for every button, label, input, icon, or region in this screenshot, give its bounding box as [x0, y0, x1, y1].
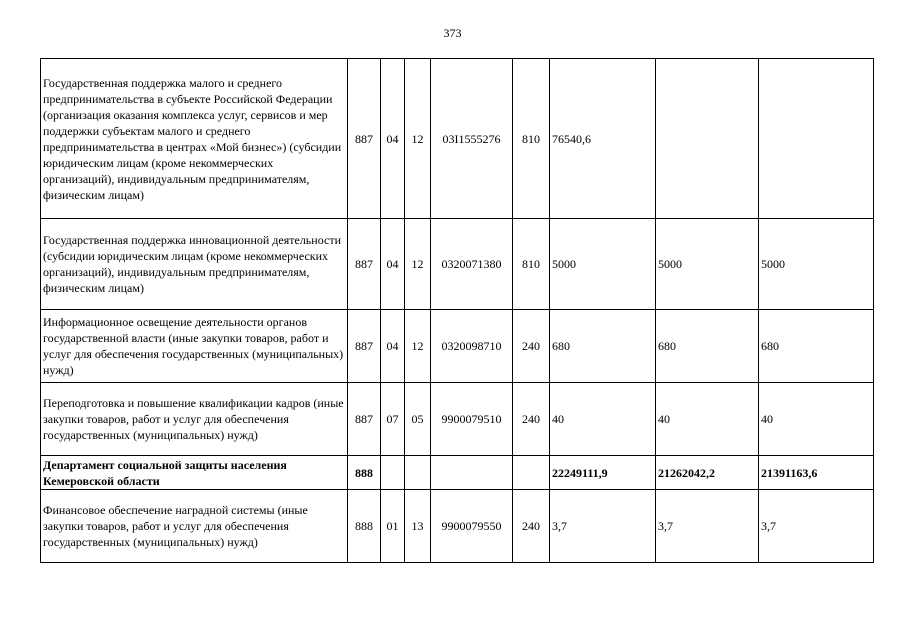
item-name: Информационное освещение деятельности органов государственной власти (иные закупки товаров, работ и услуг для обеспечения государственных (муниципальных) нужд): [41, 310, 348, 383]
item-name: Департамент социальной защиты населения Кемеровской области: [41, 456, 348, 490]
subsection-code: 05: [405, 383, 431, 456]
amount-year-1: 3,7: [550, 490, 656, 563]
subsection-code: 12: [405, 310, 431, 383]
expense-type-code: 240: [513, 383, 550, 456]
amount-year-3: 5000: [759, 219, 874, 310]
amount-year-1: 680: [550, 310, 656, 383]
target-article-code: 9900079510: [431, 383, 513, 456]
item-name: Переподготовка и повышение квалификации кадров (иные закупки товаров, работ и услуг для обеспечения государственных (муниципальных) нужд): [41, 383, 348, 456]
amount-year-3: [759, 59, 874, 219]
grbs-code: 887: [348, 310, 381, 383]
grbs-code: 888: [348, 456, 381, 490]
amount-year-1: 40: [550, 383, 656, 456]
subsection-code: 13: [405, 490, 431, 563]
amount-year-2: 40: [656, 383, 759, 456]
expense-type-code: 810: [513, 59, 550, 219]
target-article-code: 03I1555276: [431, 59, 513, 219]
grbs-code: 887: [348, 383, 381, 456]
amount-year-3: 680: [759, 310, 874, 383]
table-row: [41, 383, 874, 456]
item-name: Финансовое обеспечение наградной системы (иные закупки товаров, работ и услуг для обеспечения государственных (муниципальных) нужд): [41, 490, 348, 563]
table-row: [41, 219, 874, 310]
amount-year-2: 680: [656, 310, 759, 383]
section-code: 04: [381, 219, 405, 310]
subsection-code: 12: [405, 59, 431, 219]
table-row: [41, 59, 874, 219]
item-name: Государственная поддержка инновационной деятельности (субсидии юридическим лицам (кроме некоммерческих организаций), индивидуальным предпринимателям, физическим лицам): [41, 219, 348, 310]
amount-year-2: 5000: [656, 219, 759, 310]
page-number: 373: [443, 26, 462, 40]
amount-year-3: 40: [759, 383, 874, 456]
amount-year-1: 22249111,9: [550, 456, 656, 490]
section-code: 04: [381, 310, 405, 383]
subsection-code: [405, 456, 431, 490]
expense-type-code: 810: [513, 219, 550, 310]
expense-type-code: 240: [513, 310, 550, 383]
budget-table: [40, 58, 874, 563]
expense-type-code: [513, 456, 550, 490]
target-article-code: 9900079550: [431, 490, 513, 563]
amount-year-1: 76540,6: [550, 59, 656, 219]
target-article-code: 0320098710: [431, 310, 513, 383]
expense-type-code: 240: [513, 490, 550, 563]
amount-year-2: 3,7: [656, 490, 759, 563]
amount-year-3: 21391163,6: [759, 456, 874, 490]
amount-year-3: 3,7: [759, 490, 874, 563]
table-row: [41, 310, 874, 383]
section-code: [381, 456, 405, 490]
grbs-code: 887: [348, 219, 381, 310]
amount-year-2: [656, 59, 759, 219]
grbs-code: 888: [348, 490, 381, 563]
amount-year-2: 21262042,2: [656, 456, 759, 490]
section-code: 01: [381, 490, 405, 563]
amount-year-1: 5000: [550, 219, 656, 310]
item-name: Государственная поддержка малого и среднего предпринимательства в субъекте Российской Федерации (организация оказания комплекса услуг, сервисов и мер поддержки субъектам малого и среднего предпринимательства в центрах «Мой бизнес») (субсидии юридическим лицам (кроме некоммерческих организаций), индивидуальным предпринимателям, физическим лицам): [41, 59, 348, 219]
table-row: [41, 490, 874, 563]
target-article-code: [431, 456, 513, 490]
target-article-code: 0320071380: [431, 219, 513, 310]
grbs-code: 887: [348, 59, 381, 219]
section-code: 04: [381, 59, 405, 219]
table-row: [41, 456, 874, 490]
subsection-code: 12: [405, 219, 431, 310]
section-code: 07: [381, 383, 405, 456]
